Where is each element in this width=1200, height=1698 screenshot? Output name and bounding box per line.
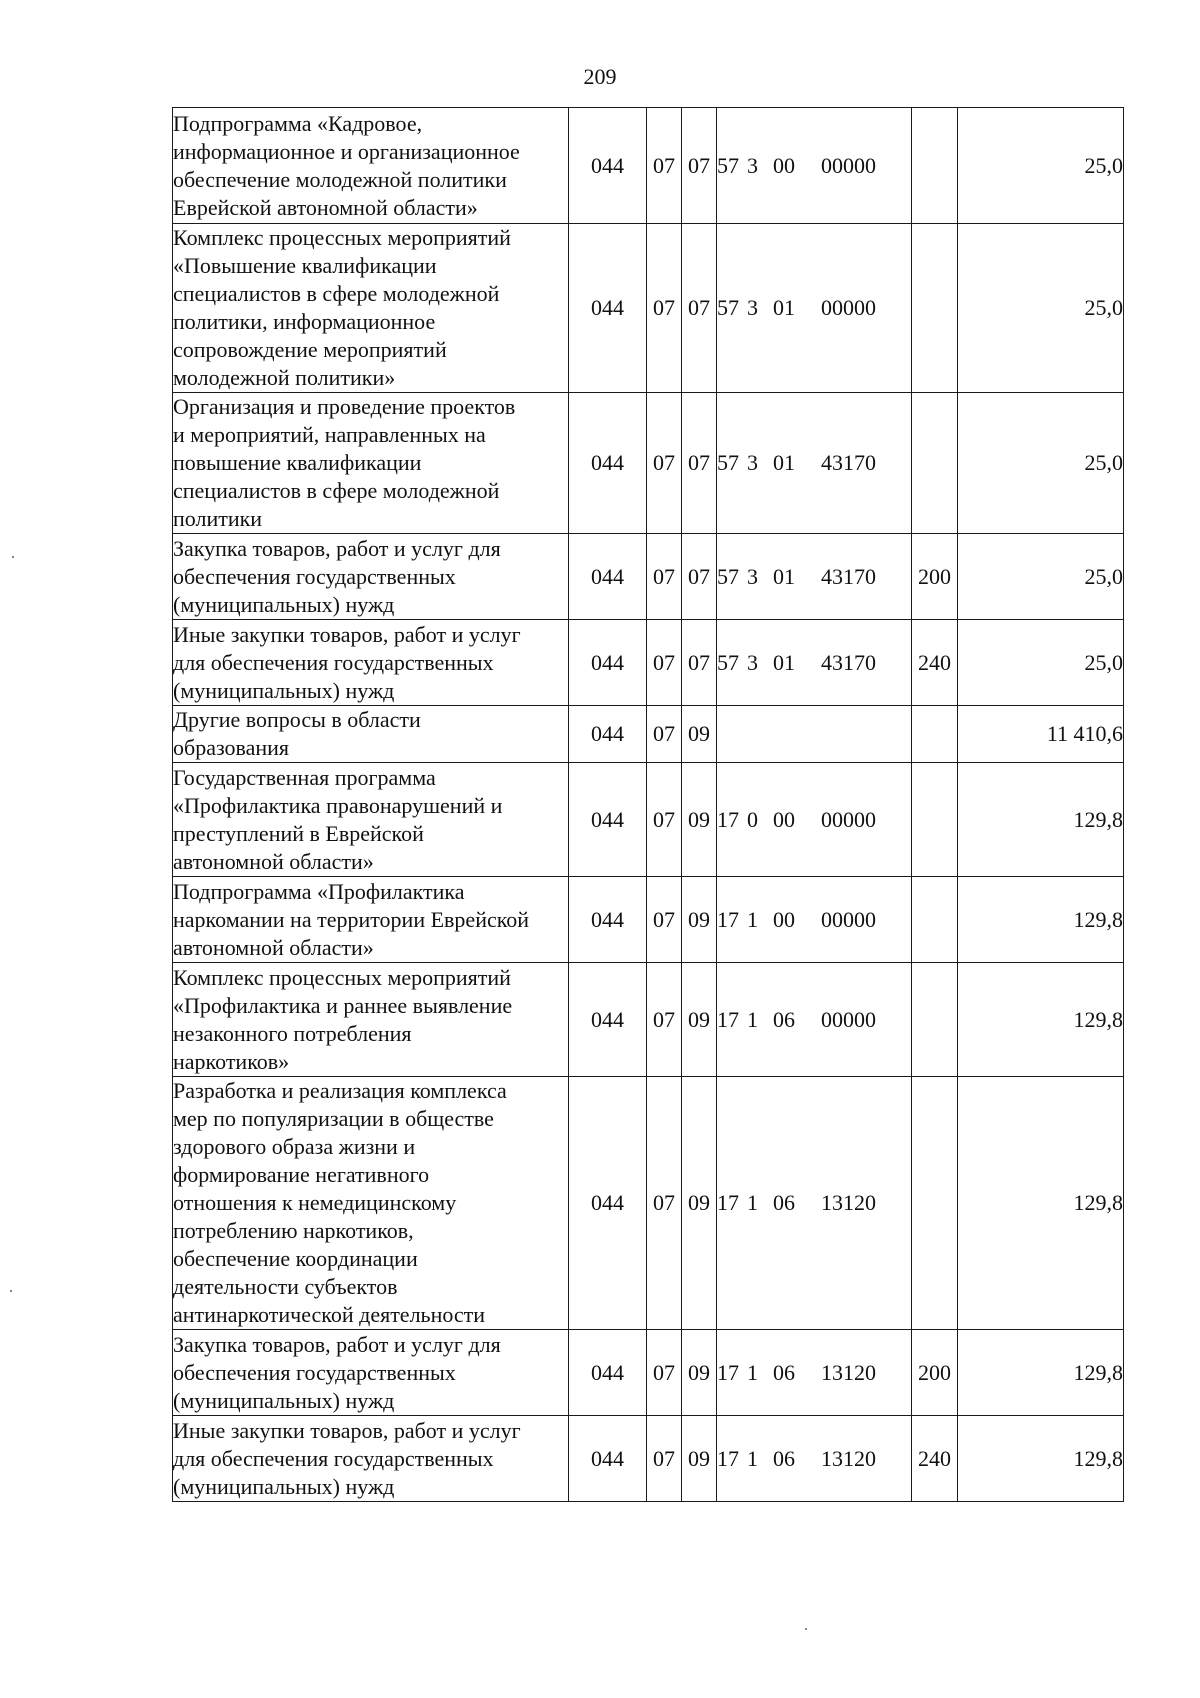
- section-code: 07: [647, 963, 682, 1077]
- target-direction: 43170: [821, 450, 876, 475]
- sum-value: 25,0: [958, 224, 1124, 393]
- row-name-line: Подпрограмма «Кадровое,: [173, 110, 423, 136]
- row-name-line: (муниципальных) нужд: [173, 1387, 395, 1413]
- ministry-code: 044: [569, 108, 647, 224]
- ministry-code: 044: [569, 1416, 647, 1502]
- sum-value: 25,0: [958, 620, 1124, 706]
- row-name-line: (муниципальных) нужд: [173, 591, 395, 617]
- target-program: 17: [717, 1359, 739, 1385]
- target-subprogram: 0: [747, 806, 758, 832]
- table-row: [173, 1330, 1124, 1416]
- row-name: [173, 963, 569, 1077]
- row-name-line: «Повышение квалификации: [173, 253, 437, 278]
- row-name-line: Закупка товаров, работ и услуг для: [173, 1331, 501, 1357]
- target-article-code: [717, 534, 912, 620]
- target-article-code: [717, 877, 912, 963]
- row-name-line: и мероприятий, направленных на: [173, 422, 486, 447]
- target-article-code: [717, 1077, 912, 1330]
- row-name-line: сопровождение мероприятий: [173, 337, 447, 362]
- row-name-line: антинаркотической деятельности: [173, 1302, 486, 1327]
- scan-speck: [10, 1290, 12, 1292]
- expense-type-code: 240: [912, 1416, 958, 1502]
- row-name: [173, 1416, 569, 1502]
- target-program: 17: [717, 1190, 739, 1215]
- row-name: [173, 393, 569, 534]
- row-name: [173, 108, 569, 224]
- target-direction: 43170: [821, 649, 876, 675]
- row-name-line: обеспечение координации: [173, 1246, 418, 1271]
- sum-value: 129,8: [958, 1416, 1124, 1502]
- ministry-code: 044: [569, 620, 647, 706]
- section-code: 07: [647, 108, 682, 224]
- expense-type-code: [912, 706, 958, 763]
- scan-speck: [805, 1628, 807, 1630]
- row-name-line: «Профилактика и раннее выявление: [173, 992, 513, 1018]
- section-code: 07: [647, 224, 682, 393]
- row-name-line: Другие вопросы в области: [173, 707, 421, 732]
- target-direction: 43170: [821, 563, 876, 589]
- table-row: [173, 620, 1124, 706]
- target-main: 00: [773, 906, 795, 932]
- subsection-code: 07: [682, 534, 717, 620]
- target-main: 06: [773, 1359, 795, 1385]
- row-name-line: Иные закупки товаров, работ и услуг: [173, 621, 521, 647]
- target-program: 17: [717, 806, 739, 832]
- section-code: 07: [647, 620, 682, 706]
- row-name: [173, 706, 569, 763]
- target-direction: 13120: [821, 1359, 876, 1385]
- row-name-line: молодежной политики»: [173, 365, 396, 390]
- ministry-code: 044: [569, 224, 647, 393]
- row-name: [173, 763, 569, 877]
- target-direction: 00000: [821, 152, 876, 178]
- ministry-code: 044: [569, 706, 647, 763]
- row-name-line: потреблению наркотиков,: [173, 1218, 414, 1243]
- row-name-line: политики, информационное: [173, 309, 436, 334]
- target-subprogram: 3: [747, 649, 758, 675]
- target-subprogram: 1: [747, 1190, 758, 1215]
- section-code: 07: [647, 1416, 682, 1502]
- target-main: 06: [773, 1006, 795, 1032]
- row-name: [173, 620, 569, 706]
- row-name: [173, 1330, 569, 1416]
- sum-value: 129,8: [958, 1330, 1124, 1416]
- row-name-line: Комплекс процессных мероприятий: [173, 225, 511, 250]
- ministry-code: 044: [569, 534, 647, 620]
- subsection-code: 07: [682, 224, 717, 393]
- row-name-line: повышение квалификации: [173, 450, 422, 475]
- table-row: [173, 534, 1124, 620]
- target-main: 01: [773, 450, 795, 475]
- target-subprogram: 1: [747, 906, 758, 932]
- target-article-code: [717, 620, 912, 706]
- expense-type-code: [912, 224, 958, 393]
- row-name: [173, 877, 569, 963]
- target-direction: 00000: [821, 295, 876, 320]
- section-code: 07: [647, 877, 682, 963]
- target-subprogram: 1: [747, 1445, 758, 1471]
- target-program: 57: [717, 563, 739, 589]
- subsection-code: 07: [682, 393, 717, 534]
- row-name-line: автономной области»: [173, 934, 374, 960]
- row-name-line: незаконного потребления: [173, 1020, 412, 1046]
- target-main: 01: [773, 295, 795, 320]
- target-main: 01: [773, 649, 795, 675]
- expense-type-code: 200: [912, 1330, 958, 1416]
- row-name-line: Комплекс процессных мероприятий: [173, 964, 511, 990]
- expense-type-code: [912, 963, 958, 1077]
- target-direction: 13120: [821, 1190, 876, 1215]
- target-subprogram: 1: [747, 1006, 758, 1032]
- section-code: 07: [647, 534, 682, 620]
- ministry-code: 044: [569, 763, 647, 877]
- row-name-line: Иные закупки товаров, работ и услуг: [173, 1417, 521, 1443]
- row-name-line: политики: [173, 506, 263, 531]
- section-code: 07: [647, 706, 682, 763]
- expense-type-code: [912, 763, 958, 877]
- target-main: 06: [773, 1190, 795, 1215]
- target-subprogram: 3: [747, 295, 758, 320]
- sum-value: 129,8: [958, 763, 1124, 877]
- target-article-code: [717, 706, 912, 763]
- table-row: [173, 224, 1124, 393]
- target-program: 57: [717, 649, 739, 675]
- subsection-code: 07: [682, 108, 717, 224]
- subsection-code: 07: [682, 620, 717, 706]
- target-article-code: [717, 1330, 912, 1416]
- row-name-line: обеспечение молодежной политики: [173, 166, 507, 192]
- row-name-line: (муниципальных) нужд: [173, 677, 395, 703]
- table-row: [173, 1077, 1124, 1330]
- target-article-code: [717, 763, 912, 877]
- row-name-line: Еврейской автономной области»: [173, 194, 478, 220]
- target-subprogram: 3: [747, 450, 758, 475]
- row-name-line: Разработка и реализация комплекса: [173, 1078, 507, 1103]
- row-name-line: (муниципальных) нужд: [173, 1473, 395, 1499]
- subsection-code: 09: [682, 1077, 717, 1330]
- target-program: 17: [717, 1006, 739, 1032]
- expense-type-code: [912, 108, 958, 224]
- sum-value: 25,0: [958, 393, 1124, 534]
- row-name-line: специалистов в сфере молодежной: [173, 478, 500, 503]
- row-name-line: «Профилактика правонарушений и: [173, 792, 503, 818]
- sum-value: 25,0: [958, 108, 1124, 224]
- row-name-line: Закупка товаров, работ и услуг для: [173, 535, 501, 561]
- table-row: [173, 963, 1124, 1077]
- subsection-code: 09: [682, 1330, 717, 1416]
- row-name-line: мер по популяризации в обществе: [173, 1106, 494, 1131]
- ministry-code: 044: [569, 393, 647, 534]
- row-name-line: образования: [173, 735, 290, 760]
- target-direction: 00000: [821, 1006, 876, 1032]
- target-article-code: [717, 1416, 912, 1502]
- row-name-line: Подпрограмма «Профилактика: [173, 878, 465, 904]
- row-name: [173, 1077, 569, 1330]
- section-code: 07: [647, 763, 682, 877]
- row-name-line: специалистов в сфере молодежной: [173, 281, 500, 306]
- row-name-line: для обеспечения государственных: [173, 649, 494, 675]
- expense-type-code: 200: [912, 534, 958, 620]
- subsection-code: 09: [682, 963, 717, 1077]
- scan-speck: [12, 556, 14, 558]
- target-main: 01: [773, 563, 795, 589]
- ministry-code: 044: [569, 1330, 647, 1416]
- expense-type-code: [912, 393, 958, 534]
- table-row: [173, 877, 1124, 963]
- subsection-code: 09: [682, 1416, 717, 1502]
- section-code: 07: [647, 1077, 682, 1330]
- table-row: [173, 763, 1124, 877]
- row-name-line: обеспечения государственных: [173, 563, 456, 589]
- target-article-code: [717, 963, 912, 1077]
- sum-value: 11 410,6: [958, 706, 1124, 763]
- ministry-code: 044: [569, 963, 647, 1077]
- row-name-line: информационное и организационное: [173, 138, 520, 164]
- sum-value: 129,8: [958, 877, 1124, 963]
- row-name: [173, 534, 569, 620]
- row-name-line: автономной области»: [173, 848, 374, 874]
- section-code: 07: [647, 1330, 682, 1416]
- expense-type-code: 240: [912, 620, 958, 706]
- expense-type-code: [912, 1077, 958, 1330]
- row-name-line: наркотиков»: [173, 1048, 290, 1074]
- target-main: 06: [773, 1445, 795, 1471]
- page-number: 209: [583, 64, 617, 89]
- target-subprogram: 1: [747, 1359, 758, 1385]
- expense-type-code: [912, 877, 958, 963]
- sum-value: 25,0: [958, 534, 1124, 620]
- subsection-code: 09: [682, 706, 717, 763]
- row-name-line: Организация и проведение проектов: [173, 394, 516, 419]
- target-subprogram: 3: [747, 152, 758, 178]
- target-article-code: [717, 393, 912, 534]
- target-program: 57: [717, 295, 739, 320]
- row-name-line: формирование негативного: [173, 1162, 430, 1187]
- row-name-line: деятельности субъектов: [173, 1274, 398, 1299]
- ministry-code: 044: [569, 1077, 647, 1330]
- row-name-line: отношения к немедицинскому: [173, 1190, 457, 1215]
- subsection-code: 09: [682, 763, 717, 877]
- ministry-code: 044: [569, 877, 647, 963]
- section-code: 07: [647, 393, 682, 534]
- table-row: [173, 108, 1124, 224]
- budget-table: [172, 107, 1124, 1502]
- target-article-code: [717, 108, 912, 224]
- table-row: [173, 1416, 1124, 1502]
- target-article-code: [717, 224, 912, 393]
- target-program: 57: [717, 450, 739, 475]
- row-name-line: здорового образа жизни и: [173, 1134, 416, 1159]
- subsection-code: 09: [682, 877, 717, 963]
- row-name-line: для обеспечения государственных: [173, 1445, 494, 1471]
- table-row: [173, 706, 1124, 763]
- sum-value: 129,8: [958, 963, 1124, 1077]
- target-direction: 13120: [821, 1445, 876, 1471]
- target-program: 17: [717, 906, 739, 932]
- row-name-line: наркомании на территории Еврейской: [173, 906, 530, 932]
- target-subprogram: 3: [747, 563, 758, 589]
- target-direction: 00000: [821, 906, 876, 932]
- target-program: 57: [717, 152, 739, 178]
- target-direction: 00000: [821, 806, 876, 832]
- target-program: 17: [717, 1445, 739, 1471]
- row-name: [173, 224, 569, 393]
- target-main: 00: [773, 152, 795, 178]
- sum-value: 129,8: [958, 1077, 1124, 1330]
- row-name-line: обеспечения государственных: [173, 1359, 456, 1385]
- row-name-line: преступлений в Еврейской: [173, 820, 424, 846]
- row-name-line: Государственная программа: [173, 764, 436, 790]
- target-main: 00: [773, 806, 795, 832]
- table-row: [173, 393, 1124, 534]
